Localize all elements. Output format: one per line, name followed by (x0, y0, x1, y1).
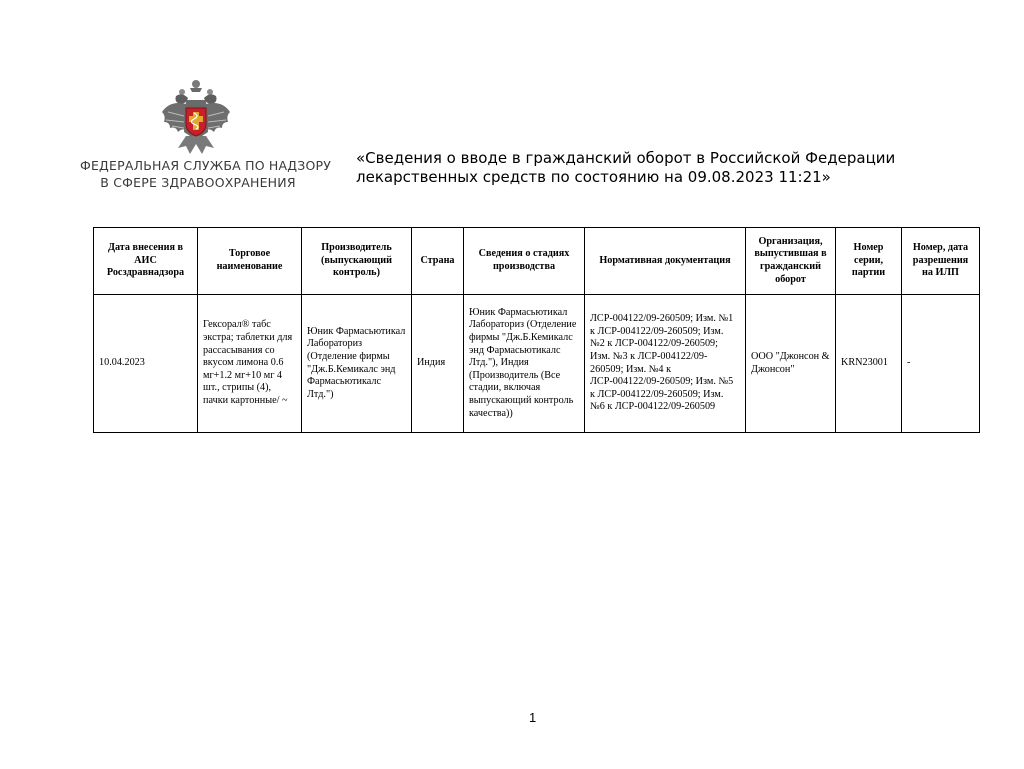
cell-regulatory-docs: ЛСР-004122/09-260509; Изм. №1 к ЛСР-004122/09-260509; Изм. №2 к ЛСР-004122/09-260509; Изм. №3 к ЛСР-004122/09-260509; Изм. №4 к ЛСР-004122/09-260509; Изм. №5 к ЛСР-004122/09-260509; Изм. №6 к ЛСР-004122/09-260509 (585, 295, 746, 433)
column-header-trade-name: Торговое наименование (198, 228, 302, 295)
agency-emblem-logo (160, 78, 232, 160)
cell-country: Индия (412, 295, 464, 433)
agency-name-line2: В СФЕРЕ ЗДРАВООХРАНЕНИЯ (100, 175, 296, 190)
column-header-permit: Номер, дата разрешения на ИЛП (902, 228, 980, 295)
release-register-table (93, 227, 980, 433)
cell-manufacturer: Юник Фармасьютикал Лабораториз (Отделение фирмы "Дж.Б.Кемикалс энд Фармасьютикалс Лтд.") (302, 295, 412, 433)
document-title-line2: лекарственных средств по состоянию на 09.08.2023 11:21» (356, 168, 831, 186)
column-header-date: Дата внесения в АИС Росздравнадзора (94, 228, 198, 295)
column-header-regulatory-docs: Нормативная документация (585, 228, 746, 295)
column-header-manufacturer: Производитель (выпускающий контроль) (302, 228, 412, 295)
agency-name (80, 157, 332, 191)
cell-batch-number: KRN23001 (836, 295, 902, 433)
table-row (94, 295, 980, 433)
cell-date: 10.04.2023 (94, 295, 198, 433)
column-header-country: Страна (412, 228, 464, 295)
cell-production-stages: Юник Фармасьютикал Лабораториз (Отделение фирмы "Дж.Б.Кемикалс энд Фармасьютикалс Лтд."), Индия (Производитель (Все стадии, включая выпускающий контроль качества)) (464, 295, 585, 433)
cell-trade-name: Гексорал® табс экстра; таблетки для рассасывания со вкусом лимона 0.6 мг+1.2 мг+10 мг 4 шт., стрипы (4), пачки картонные/ ~ (198, 295, 302, 433)
document-title (356, 149, 916, 187)
column-header-batch-number: Номер серии, партии (836, 228, 902, 295)
agency-name-line1: ФЕДЕРАЛЬНАЯ СЛУЖБА ПО НАДЗОРУ (80, 158, 332, 173)
cell-permit: - (902, 295, 980, 433)
column-header-organization: Организация, выпустившая в гражданский оборот (746, 228, 836, 295)
column-header-production-stages: Сведения о стадиях производства (464, 228, 585, 295)
table-header-row (94, 228, 980, 295)
page-number: 1 (529, 710, 537, 725)
document-title-line1: «Сведения о вводе в гражданский оборот в Российской Федерации (356, 149, 896, 167)
cell-organization: ООО "Джонсон & Джонсон" (746, 295, 836, 433)
